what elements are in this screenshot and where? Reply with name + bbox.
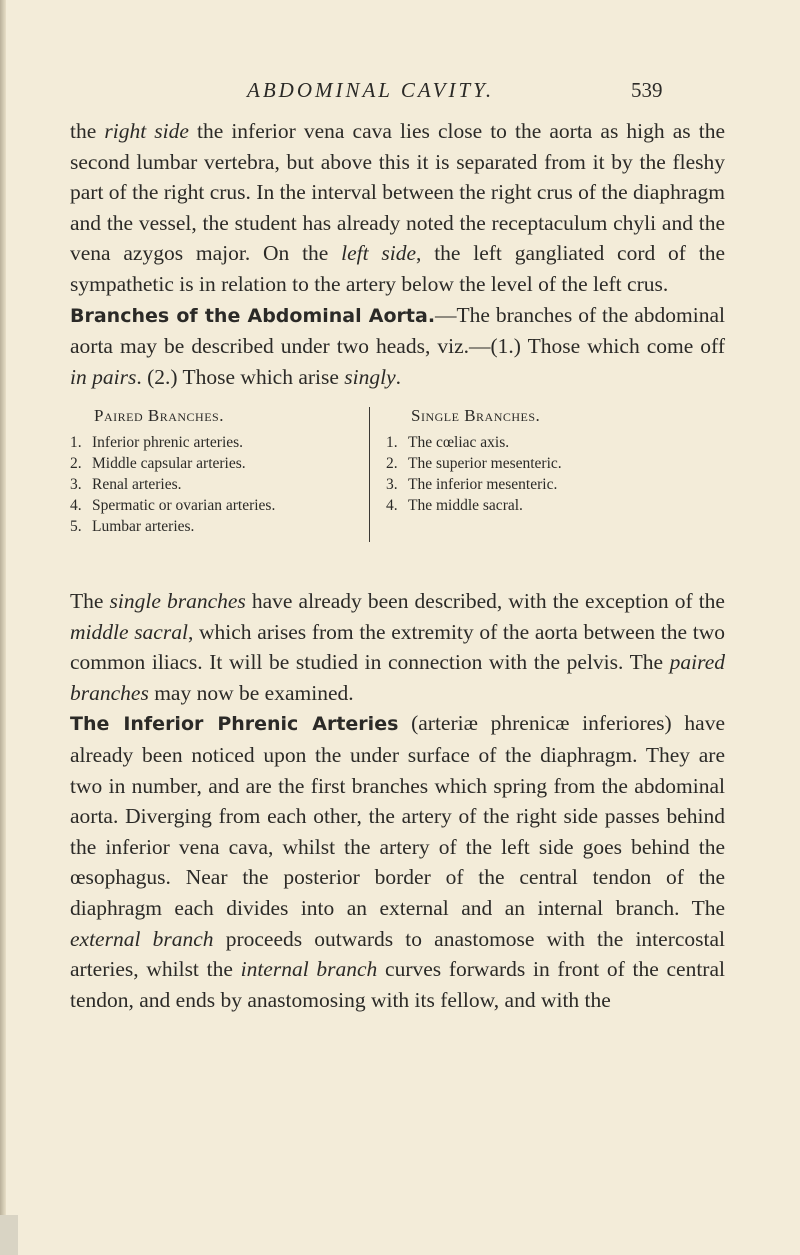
page-edge-shadow — [0, 0, 6, 1255]
paragraph-branches-intro: Branches of the Abdominal Aorta.—The branches of the abdominal aorta may be described under two heads, viz.—(1.) Those which come off in pairs. (2.) Those which arise singly. — [70, 302, 726, 389]
running-head: ABDOMINAL CAVITY. — [247, 78, 495, 102]
text-block-lower — [70, 586, 725, 1015]
single-branches-column — [386, 405, 706, 516]
paragraph-inferior-phrenic: The Inferior Phrenic Arteries (arteriæ phrenicæ inferiores) have already been noticed upon the under surface of the diaphragm. They are two in number, and are the first branches which spring from the abdominal aorta. Diverging from each other, the artery of the right side passes behind the inferior vena cava, whilst the artery of the left side goes behind the œsophagus. Near the posterior border of the central tendon of the diaphragm each divides into an external and an internal branch. The external branch proceeds outwards to anastomose with the intercostal arteries, whilst the internal branch curves forwards in front of the central tendon, and ends by anastomosing with its fellow, and with the — [70, 711, 726, 1012]
single-branches-title: Single Branches. — [411, 406, 541, 425]
list-item: 2. Middle capsular arteries. — [70, 455, 246, 472]
list-item: 2. The superior mesenteric. — [386, 455, 562, 472]
paragraph-single-branches: The single branches have already been described, with the exception of the middle sacral, which arises from the extremity of the aorta between the two common iliacs. It will be studied in connection with the pelvis. The paired branches may now be examined. — [70, 589, 725, 705]
column-divider — [369, 407, 370, 542]
paired-branches-title: Paired Branches. — [94, 406, 224, 425]
list-item: 4. Spermatic or ovarian arteries. — [70, 497, 276, 514]
text-block-upper — [70, 116, 725, 392]
branches-table — [70, 405, 725, 565]
list-item: 3. The inferior mesenteric. — [386, 476, 558, 493]
list-item: 1. The cœliac axis. — [386, 434, 510, 451]
section-heading-inferior-phrenic: The Inferior Phrenic Arteries — [70, 713, 399, 736]
paragraph-vena-cava: the right side the inferior vena cava lies close to the aorta as high as the second lumbar vertebra, but above this it is separated from it by the fleshy part of the right crus. In the interval between the right crus of the diaphragm and the vessel, the student has already noted the receptaculum chyli and the vena azygos major. On the left side, the left gangliated cord of the sympathetic is in relation to the artery below the level of the left crus. — [70, 119, 725, 296]
page-number: 539 — [631, 78, 663, 102]
page-header — [0, 74, 800, 108]
list-item: 1. Inferior phrenic arteries. — [70, 434, 244, 451]
list-item: 4. The middle sacral. — [386, 497, 523, 514]
list-item: 5. Lumbar arteries. — [70, 518, 195, 535]
paired-branches-column — [70, 405, 370, 537]
section-heading-branches: Branches of the Abdominal Aorta. — [70, 304, 436, 327]
page-corner — [0, 1215, 18, 1255]
list-item: 3. Renal arteries. — [70, 476, 182, 493]
